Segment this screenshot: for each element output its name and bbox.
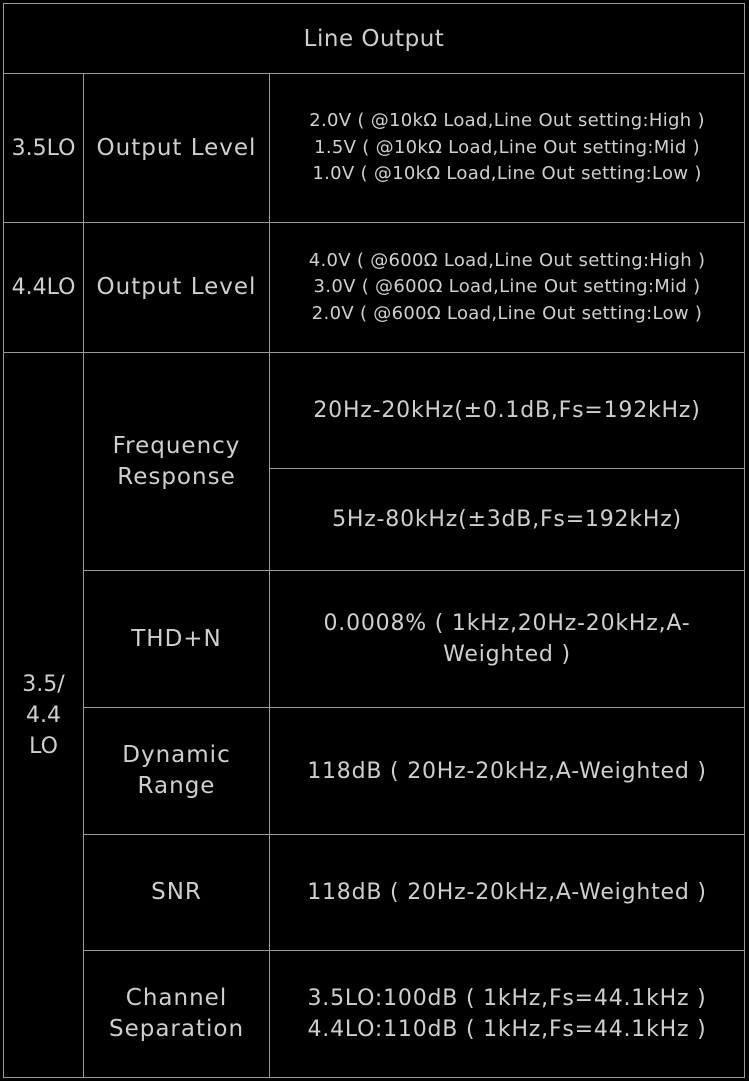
param-line: Dynamic xyxy=(122,742,231,768)
value-line: 2.0V ( @600Ω Load,Line Out setting:Low ) xyxy=(311,302,703,324)
value-line: 4.0V ( @600Ω Load,Line Out setting:High ) xyxy=(308,249,706,271)
value-output-level-4-4lo xyxy=(270,223,744,352)
value-channel-separation xyxy=(270,951,744,1077)
param-output-level-4-4lo: Output Level xyxy=(96,274,257,300)
section-label-3-5lo: 3.5LO xyxy=(11,135,76,161)
value-line: 3.5LO:100dB ( 1kHz,Fs=44.1kHz ) xyxy=(307,986,707,1011)
param-dynamic-range xyxy=(84,708,269,834)
param-thd-n: THD+N xyxy=(131,625,222,652)
label-line: 4.4 xyxy=(26,702,61,728)
value-thd-n xyxy=(270,571,744,707)
label-line: 3.5/ xyxy=(22,671,65,697)
param-line: Channel xyxy=(125,985,228,1011)
param-line: Response xyxy=(117,463,236,490)
value-output-level-3-5lo xyxy=(270,74,744,222)
label-line: LO xyxy=(29,733,58,759)
value-dynamic-range: 118dB ( 20Hz-20kHz,A-Weighted ) xyxy=(307,758,707,784)
param-channel-separation xyxy=(84,951,269,1077)
param-snr: SNR xyxy=(151,879,202,905)
line-output-spec-table xyxy=(3,3,745,1078)
value-snr: 118dB ( 20Hz-20kHz,A-Weighted ) xyxy=(307,880,707,905)
value-line: Weighted ) xyxy=(443,642,571,667)
value-line: 1.0V ( @10kΩ Load,Line Out setting:Low ) xyxy=(312,163,702,185)
value-frequency-response-1: 20Hz-20kHz(±0.1dB,Fs=192kHz) xyxy=(313,398,701,423)
param-output-level-3-5lo: Output Level xyxy=(96,134,257,161)
param-line: Frequency xyxy=(112,432,241,459)
value-line: 0.0008% ( 1kHz,20Hz-20kHz,A- xyxy=(323,611,691,636)
value-line: 3.0V ( @600Ω Load,Line Out setting:Mid ) xyxy=(313,276,701,298)
section-label-4-4lo: 4.4LO xyxy=(11,275,76,300)
value-line: 2.0V ( @10kΩ Load,Line Out setting:High ) xyxy=(309,110,705,132)
param-line: Range xyxy=(137,773,216,799)
param-line: Separation xyxy=(108,1016,245,1042)
value-frequency-response-2: 5Hz-80kHz(±3dB,Fs=192kHz) xyxy=(332,507,682,532)
table-title: Line Output xyxy=(303,25,445,52)
param-frequency-response xyxy=(84,353,269,570)
section-label-3-5-4-4lo xyxy=(4,353,83,1077)
value-line: 4.4LO:110dB ( 1kHz,Fs=44.1kHz ) xyxy=(307,1017,707,1042)
value-line: 1.5V ( @10kΩ Load,Line Out setting:Mid ) xyxy=(314,136,700,158)
